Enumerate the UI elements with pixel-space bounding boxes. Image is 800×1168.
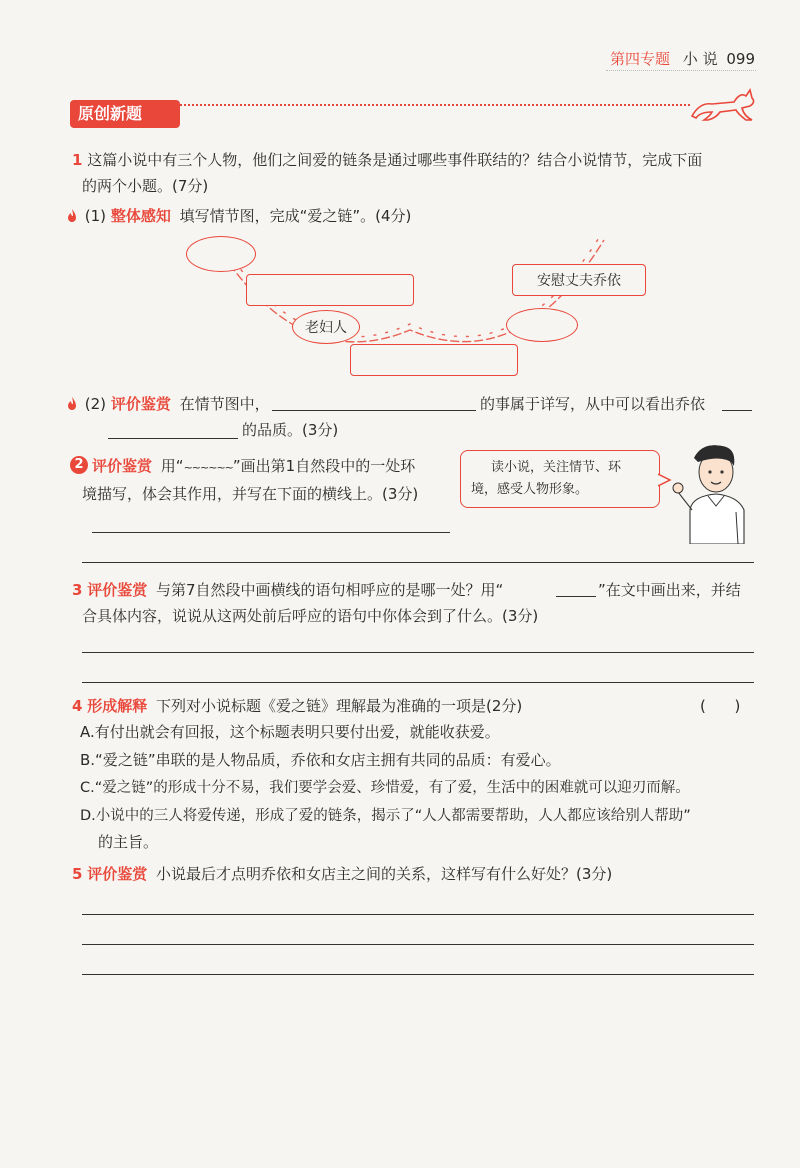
q3-line-a — [72, 578, 503, 602]
q5-answer-line-1[interactable] — [82, 914, 754, 915]
q4-label: 形成解释 — [87, 697, 148, 715]
q1-sub2 — [66, 392, 270, 416]
q2-wavy: ~~~~~~ — [183, 461, 233, 474]
banner — [70, 100, 180, 128]
bubble-tail — [658, 472, 672, 488]
chain-oval-bottom-left — [292, 310, 360, 344]
tip-bubble — [460, 450, 660, 508]
q1-sub2-text-a: 在情节图中， — [179, 395, 270, 413]
header-rule — [606, 70, 756, 71]
q2-badge — [70, 456, 88, 474]
q3-text-a: 与第7自然段中画横线的语句相呼应的是哪一处？用“ — [156, 581, 504, 599]
q4-option-d[interactable]: D.小说中的三人将爱传递，形成了爱的链条，揭示了“人人都需要帮助，人人都应该给别人帮助” — [80, 808, 691, 824]
q3-answer-line-1[interactable] — [82, 652, 754, 653]
q2-answer-line-2[interactable] — [82, 562, 754, 563]
q1-line-a — [72, 148, 702, 172]
flame-icon — [66, 209, 78, 223]
chain-box-right-text: 安慰丈夫乔依 — [537, 273, 621, 289]
q3-label: 评价鉴赏 — [87, 581, 148, 599]
q4-option-d-cont: 的主旨。 — [98, 833, 159, 851]
q3-line-b: 合具体内容，说说从这两处前后呼应的语句中你体会到了什么。(3分) — [82, 607, 539, 625]
chain-oval-top-left[interactable] — [186, 236, 256, 272]
q3-answer-line-2[interactable] — [82, 682, 754, 683]
q4-option-a[interactable]: A.有付出就会有回报，这个标题表明只要付出爱，就能收获爱。 — [80, 723, 500, 741]
chain-box-right — [512, 264, 646, 296]
q4-answer-paren[interactable]: ( ) — [700, 697, 741, 715]
chain-box-bottom[interactable] — [350, 344, 518, 376]
q4-text: 下列对小说标题《爱之链》理解最为准确的一项是(2分) — [156, 697, 523, 715]
boy-illustration — [672, 440, 756, 544]
cat-icon — [690, 86, 756, 124]
banner-dots — [180, 104, 690, 106]
q4-option-b[interactable]: B.“爱之链”串联的是人物品质，乔依和女店主拥有共同的品质：有爱心。 — [80, 751, 561, 769]
q3-number: 3 — [72, 581, 83, 599]
page-number: 099 — [726, 50, 755, 68]
chain-oval-bottom-text: 老妇人 — [305, 320, 347, 336]
flame-icon — [66, 397, 78, 411]
q2-text-a: 用“ — [160, 457, 184, 475]
q2-line-b: 境描写，体会其作用，并写在下面的横线上。(3分) — [82, 485, 419, 503]
q5-answer-line-2[interactable] — [82, 944, 754, 945]
q5-label: 评价鉴赏 — [87, 865, 148, 883]
q1-sub1-label: 整体感知 — [110, 207, 171, 225]
q1-sub1 — [66, 204, 411, 228]
q3-text-b: ”在文中画出来，并结 — [598, 581, 741, 599]
q4-number: 4 — [72, 697, 83, 715]
q1-sub2-text-c: 的品质。(3分) — [242, 421, 339, 439]
q1-sub2-blank-3[interactable] — [108, 438, 238, 439]
q4-option-c[interactable]: C.“爱之链”的形成十分不易，我们要学会爱、珍惜爱，有了爱，生活中的困难就可以迎刃而解。 — [80, 780, 690, 796]
q2-line-a — [92, 454, 415, 480]
q2-number: 2 — [74, 457, 84, 472]
chain-oval-right[interactable] — [506, 308, 578, 342]
q4-stem — [72, 694, 522, 718]
page-header — [610, 48, 755, 69]
q1-sub2-label: 评价鉴赏 — [110, 395, 171, 413]
q1-sub1-text: 填写情节图，完成“爱之链”。(4分) — [179, 207, 412, 225]
q1-sub2-prefix: (2) — [84, 395, 107, 413]
q1-sub2-text-b: 的事属于详写，从中可以看出乔依 — [480, 395, 706, 413]
q5-text: 小说最后才点明乔依和女店主之间的关系，这样写有什么好处？(3分) — [156, 865, 613, 883]
q3-inline-blank — [556, 596, 596, 597]
q2-label: 评价鉴赏 — [92, 457, 153, 475]
q2-text-b: ”画出第1自然段中的一处环 — [232, 457, 416, 475]
q5-number: 5 — [72, 865, 83, 883]
q1-sub2-blank-2[interactable] — [722, 410, 752, 411]
q1-sub2-blank-1[interactable] — [272, 410, 476, 411]
q1-sub1-prefix: (1) — [84, 207, 107, 225]
q5-stem — [72, 862, 612, 886]
tip-line-b: 境，感受人物形象。 — [471, 482, 589, 497]
chain-box-left[interactable] — [246, 274, 414, 306]
subject-label: 小 说 — [682, 50, 718, 68]
banner-title: 原创新题 — [78, 104, 143, 123]
q1-number: 1 — [72, 151, 83, 169]
section-label: 第四专题 — [610, 50, 671, 68]
q1-text-a: 这篇小说中有三个人物，他们之间爱的链条是通过哪些事件联结的？结合小说情节，完成下面 — [87, 151, 703, 169]
tip-line-a: 读小说，关注情节、环 — [491, 460, 622, 475]
q2-answer-line-1[interactable] — [92, 532, 450, 533]
q1-line-b: 的两个小题。(7分) — [82, 177, 209, 195]
q5-answer-line-3[interactable] — [82, 974, 754, 975]
